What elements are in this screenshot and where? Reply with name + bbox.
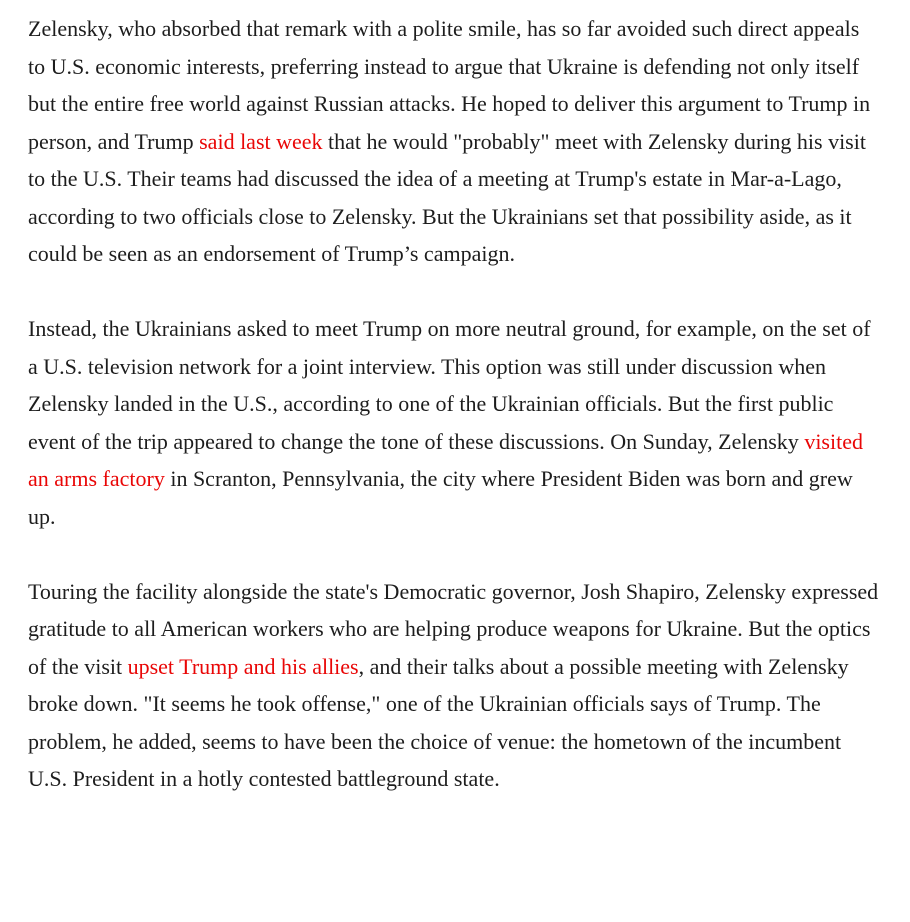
link-said-last-week[interactable]: said last week (199, 128, 323, 154)
link-visited-an-arms-factory[interactable]: visited an arms factory (28, 428, 863, 491)
article-paragraph-3 (28, 573, 880, 798)
paragraph-text: Instead, the Ukrainians asked to meet Trump on more neutral ground, for example, on the set of a U.S. television network for a joint interview. This option was still under discussion when Zelensky landed in the U.S., according to one of the Ukrainian officials. But the first public event of the trip appeared to change the tone of these discussions. On Sunday, Zelensky (28, 316, 871, 454)
article-paragraph-1 (28, 10, 880, 273)
link-upset-trump-and-his-allies[interactable]: upset Trump and his allies (127, 653, 359, 679)
paragraph-text: , and their talks about a possible meeting with Zelensky broke down. "It seems he took offense," one of the Ukrainian officials says of Trump. The problem, he added, seems to have been the choice of venue: the hometown of the incumbent U.S. President in a hotly contested battleground state. (28, 653, 849, 791)
paragraph-text: Touring the facility alongside the state's Democratic governor, Josh Shapiro, Zelensky expressed gratitude to all American workers who are helping produce weapons for Ukraine. But the optics of the visit (28, 578, 879, 679)
paragraph-text: that he would "probably" meet with Zelensky during his visit to the U.S. Their teams had discussed the idea of a meeting at Trump's estate in Mar-a-Lago, according to two officials close to Zelensky. But the Ukrainians set that possibility aside, as it could be seen as an endorsement of Trump’s campaign. (28, 128, 866, 266)
article-paragraph-2 (28, 310, 880, 535)
paragraph-text: in Scranton, Pennsylvania, the city where President Biden was born and grew up. (28, 466, 853, 529)
paragraph-text: Zelensky, who absorbed that remark with a polite smile, has so far avoided such direct appeals to U.S. economic interests, preferring instead to argue that Ukraine is defending not only itself but the entire free world against Russian attacks. He hoped to deliver this argument to Trump in person, and Trump (28, 16, 871, 154)
